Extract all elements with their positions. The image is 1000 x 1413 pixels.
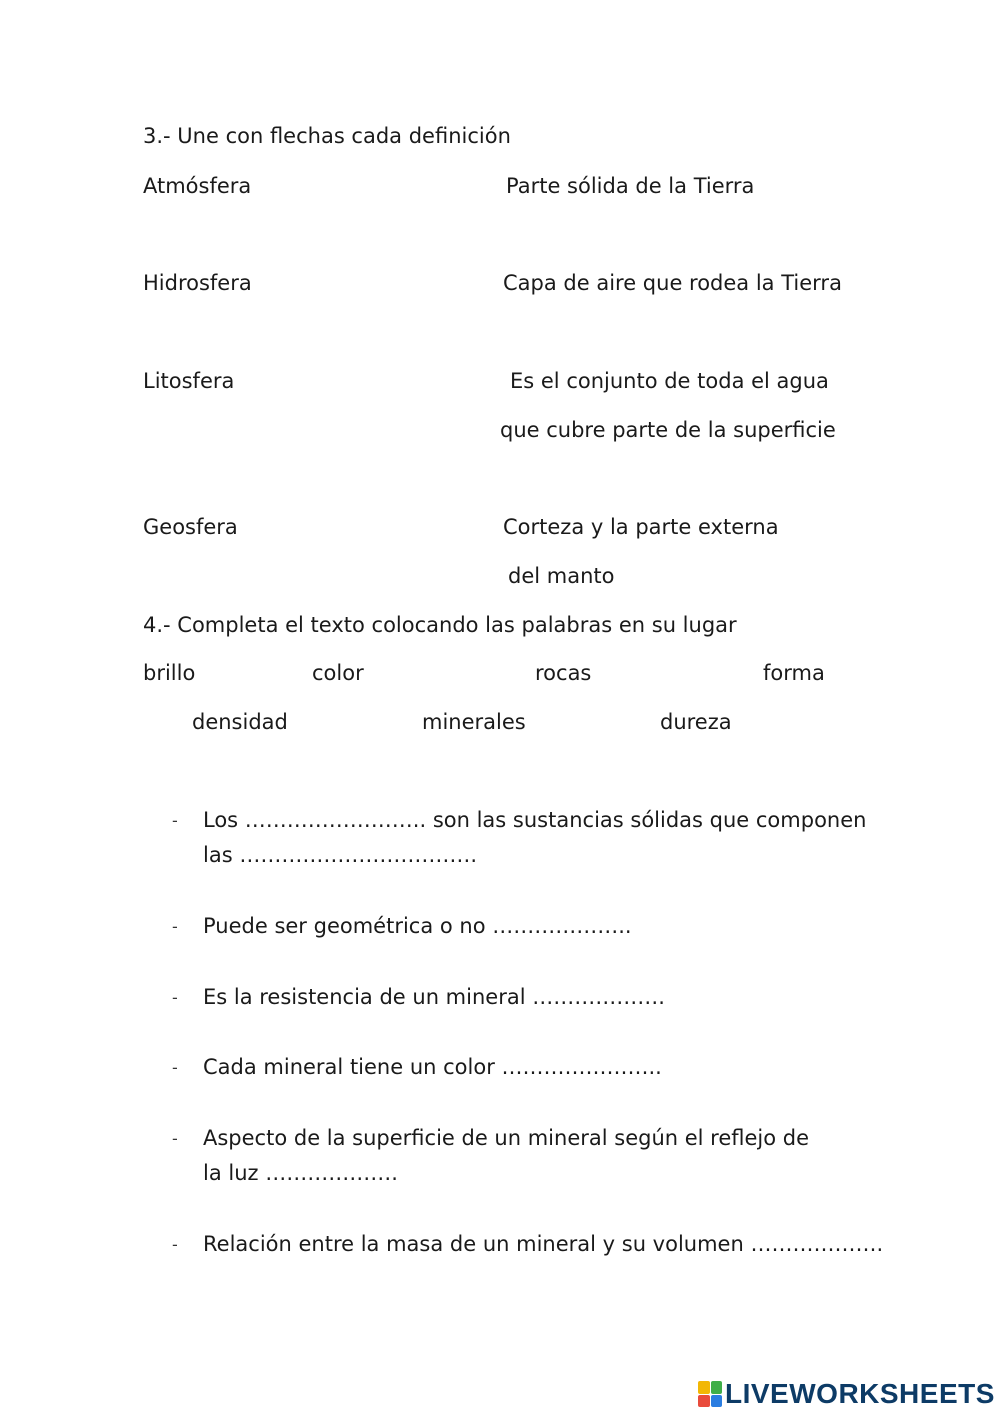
fill-item-5-line-2: la luz ………………. — [203, 1161, 398, 1185]
definition-3-line-2: que cubre parte de la superficie — [500, 418, 836, 442]
bullet-dash: - — [172, 1058, 178, 1077]
liveworksheets-brand-text: LIVEWORKSHEETS — [725, 1378, 995, 1409]
logo-square-green — [711, 1381, 723, 1394]
logo-square-blue — [711, 1395, 723, 1408]
word-bank-minerales: minerales — [422, 710, 526, 734]
bullet-dash: - — [172, 988, 178, 1007]
definition-1: Parte sólida de la Tierra — [506, 174, 755, 198]
bullet-dash: - — [172, 1129, 178, 1148]
term-atmosfera: Atmósfera — [143, 174, 252, 198]
fill-item-1-line-2: las ……………………………. — [203, 843, 477, 867]
bullet-dash: - — [172, 811, 178, 830]
definition-3-line-1: Es el conjunto de toda el agua — [510, 369, 829, 393]
definition-4-line-1: Corteza y la parte externa — [503, 515, 779, 539]
liveworksheets-logo — [698, 1378, 995, 1410]
exercise-4-title: 4.- Completa el texto colocando las palabras en su lugar — [143, 613, 737, 637]
bullet-dash: - — [172, 917, 178, 936]
term-hidrosfera: Hidrosfera — [143, 271, 252, 295]
fill-item-1-line-1: Los …………………….. son las sustancias sólidas que componen — [203, 808, 867, 832]
logo-square-yellow — [698, 1381, 710, 1394]
fill-item-4: Cada mineral tiene un color ………………….. — [203, 1055, 662, 1079]
logo-square-red — [698, 1395, 710, 1408]
word-bank-color: color — [312, 661, 364, 685]
term-geosfera: Geosfera — [143, 515, 238, 539]
term-litosfera: Litosfera — [143, 369, 235, 393]
exercise-3-title: 3.- Une con flechas cada definición — [143, 124, 511, 148]
definition-2: Capa de aire que rodea la Tierra — [503, 271, 842, 295]
bullet-dash: - — [172, 1235, 178, 1254]
word-bank-densidad: densidad — [192, 710, 288, 734]
fill-item-2: Puede ser geométrica o no ……………….. — [203, 914, 632, 938]
fill-item-6: Relación entre la masa de un mineral y su volumen ………………. — [203, 1232, 884, 1256]
liveworksheets-logo-icon — [698, 1381, 722, 1407]
word-bank-rocas: rocas — [535, 661, 592, 685]
word-bank-dureza: dureza — [660, 710, 732, 734]
definition-4-line-2: del manto — [508, 564, 615, 588]
word-bank-brillo: brillo — [143, 661, 196, 685]
fill-item-3: Es la resistencia de un mineral ………………. — [203, 985, 665, 1009]
word-bank-forma: forma — [763, 661, 825, 685]
fill-item-5-line-1: Aspecto de la superficie de un mineral según el reflejo de — [203, 1126, 810, 1150]
